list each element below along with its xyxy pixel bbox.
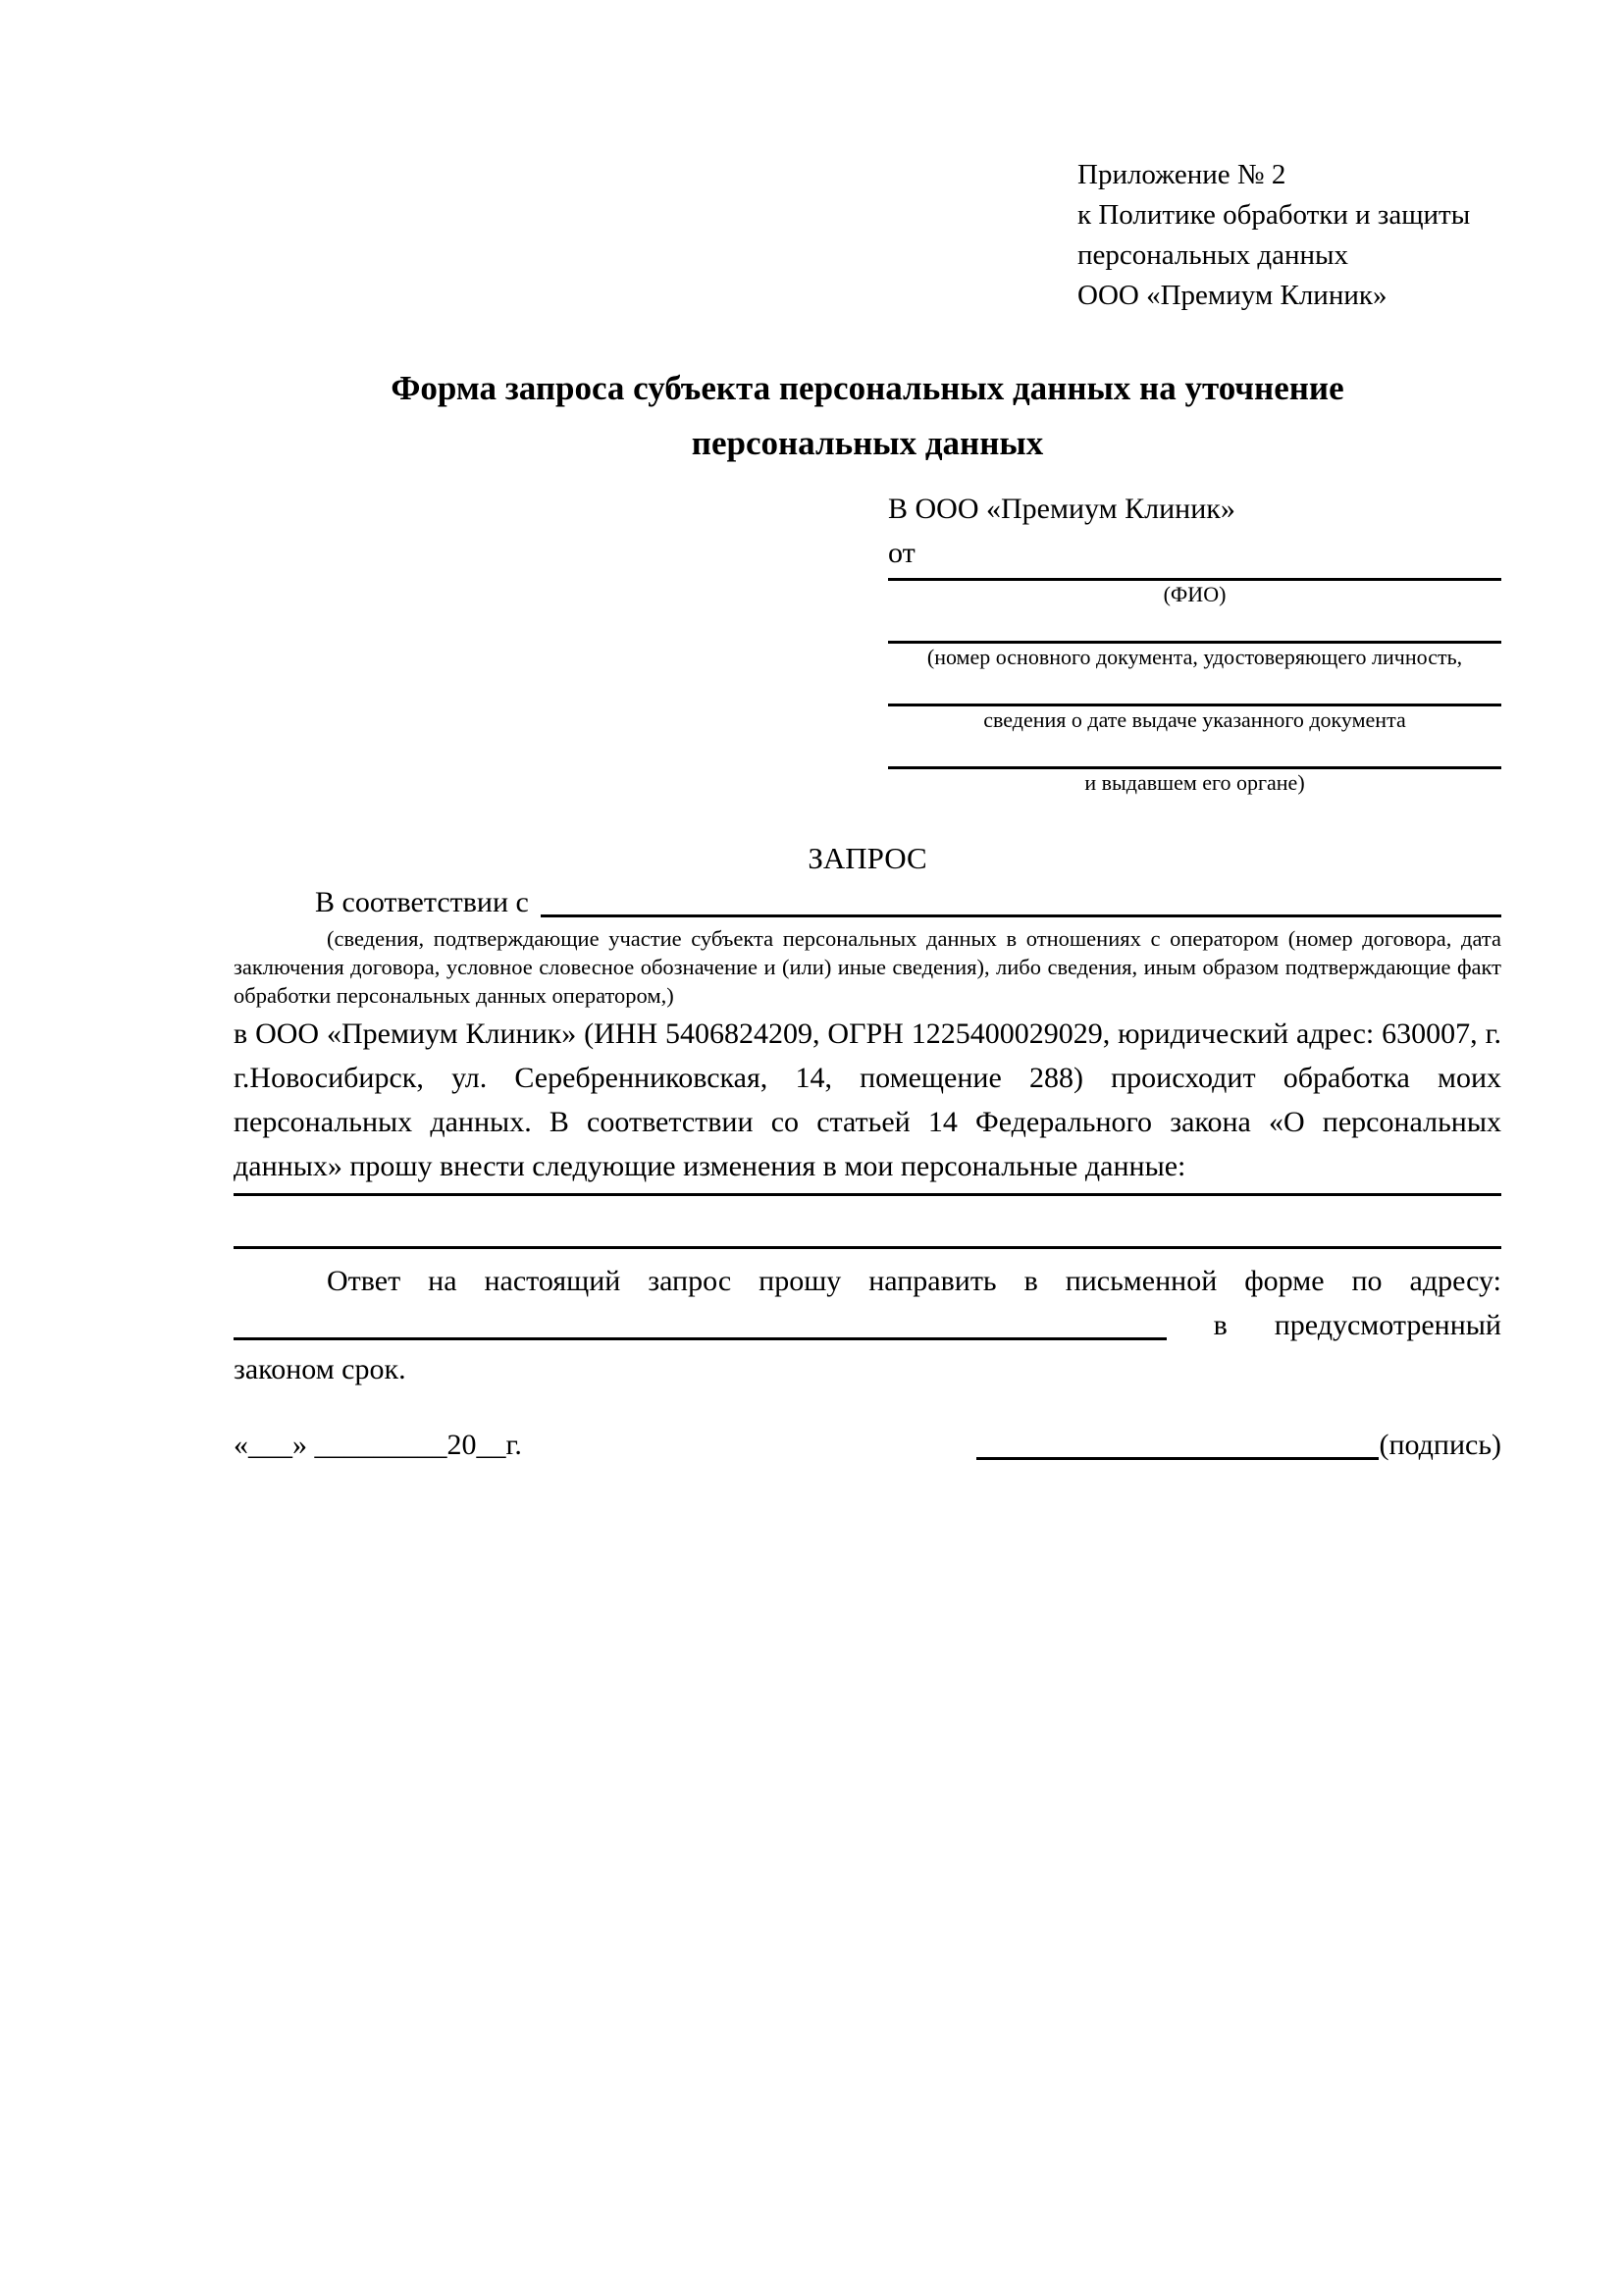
basis-field-line[interactable] bbox=[541, 914, 1501, 917]
signature-group bbox=[976, 1423, 1501, 1467]
addressee-to: В ООО «Премиум Клиник» bbox=[888, 493, 1235, 525]
reply-line-2 bbox=[234, 1303, 1501, 1347]
date-signature-row bbox=[234, 1423, 1501, 1467]
changes-field-line-2[interactable] bbox=[234, 1196, 1501, 1249]
appendix-line: ООО «Премиум Клиник» bbox=[1077, 280, 1387, 311]
address-field-line[interactable] bbox=[234, 1337, 1167, 1340]
addressee-block bbox=[888, 487, 1501, 797]
issue-date-field-caption: сведения о дате выдаче указанного документа bbox=[983, 707, 1406, 732]
intro-prefix: В соответствии с bbox=[315, 886, 529, 918]
appendix-header bbox=[1077, 155, 1501, 316]
request-body: в ООО «Премиум Клиник» (ИНН 5406824209, ОГРН 1225400029029, юридический адрес: 630007, г. г.Новосибирск, ул. Серебренниковская, 14, помещение 288) происходит обработка моих персональных данных. В соответствии со статьей 14 Федерального закона «О персональных данных» прошу внести следующие изменения в мои персональные данные: bbox=[234, 1018, 1501, 1182]
reply-word-predusmotrenny: предусмотренный bbox=[1274, 1309, 1501, 1341]
addressee-from-label: от bbox=[888, 537, 916, 569]
reply-line-1: Ответ на настоящий запрос прошу направить в письменной форме по адресу: bbox=[327, 1265, 1501, 1297]
issuing-authority-field-caption: и выдавшем его органе) bbox=[1084, 770, 1305, 795]
document-number-field-caption: (номер основного документа, удостоверяющего личность, bbox=[926, 645, 1463, 669]
document-title: Форма запроса субъекта персональных данных на уточнение персональных данных bbox=[391, 369, 1344, 462]
signature-caption: (подпись) bbox=[1379, 1429, 1501, 1461]
intro-line bbox=[234, 880, 1501, 924]
request-heading: ЗАПРОС bbox=[808, 841, 927, 875]
intro-footnote: (сведения, подтверждающие участие субъекта персональных данных в отношениях с оператором (номер договора, дата заключения договора, условное словесное обозначение и (или) иные сведения), либо сведения, иным образом подтверждающие факт обработки персональных данных оператором,) bbox=[234, 926, 1501, 1008]
changes-field-line-1[interactable] bbox=[234, 1188, 1501, 1196]
appendix-line: к Политике обработки и защиты bbox=[1077, 199, 1471, 231]
reply-word-v: в bbox=[1213, 1309, 1228, 1341]
appendix-line: персональных данных bbox=[1077, 239, 1349, 271]
signature-line[interactable] bbox=[976, 1457, 1379, 1460]
appendix-line: Приложение № 2 bbox=[1077, 159, 1286, 190]
reply-line-3: законом срок. bbox=[234, 1353, 406, 1385]
date-blank[interactable]: «___» _________20__г. bbox=[234, 1429, 522, 1461]
fio-field-caption: (ФИО) bbox=[1163, 582, 1227, 606]
